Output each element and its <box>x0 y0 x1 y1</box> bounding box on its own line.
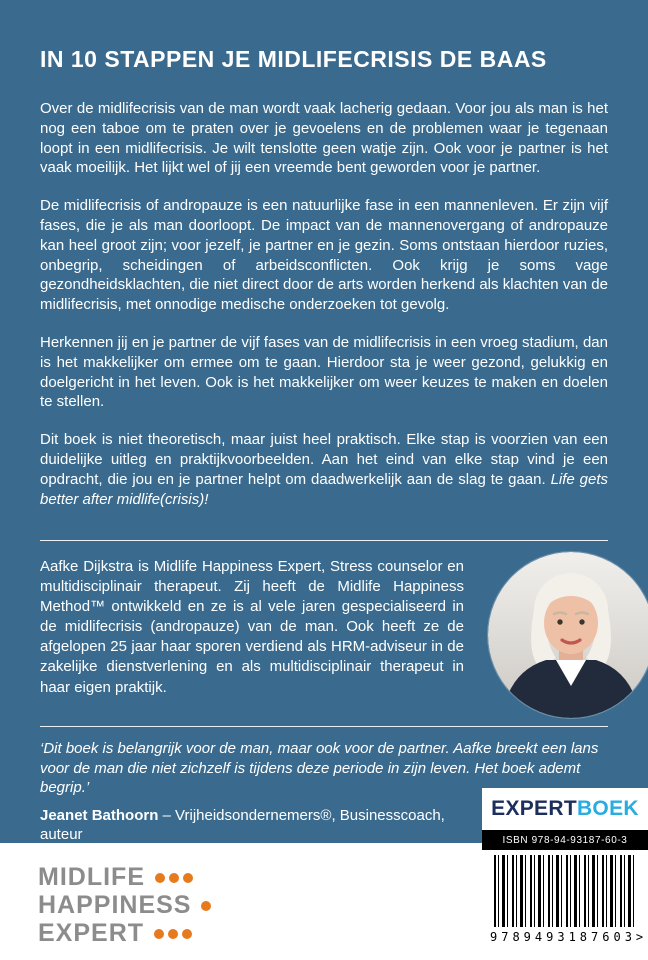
ring-icon <box>154 929 164 939</box>
intro-paragraph: Over de midlifecrisis van de man wordt vaak lacherig gedaan. Voor jou als man is het nog een taboe om te praten over je gevoelens en de problemen waar je tegenaan loopt in een midlifecrisis. Je wilt tenslotte geen watje zijn. Ook voor je partner is het vaak moeilijk. Het lijkt wel of jij een vreemde bent geworden voor je partner. <box>40 100 608 177</box>
expertboek-logo-expert: EXPERT <box>491 797 577 820</box>
endorser-title: – Vrijheidsondernemers®, Businesscoach, auteur <box>40 806 445 843</box>
main-text-column <box>40 46 608 527</box>
ring-cluster <box>155 873 193 883</box>
andropauze-paragraph: De midlifecrisis of andropauze is een natuurlijke fase in een mannenleven. Er zijn vijf fases, die je als man doorloopt. De impact van de mannenovergang of andropauze kan heel groot zijn; voor jezelf, je partner en je gezin. Soms ontstaan hierdoor ruzies, onbegrip, scheidingen of arbeidsconflicten. Ook krijg je soms vage gezondheidsklachten, die niet direct door de arts worden herkend als klachten van de midlifecrisis, met onnodige medische onderzoeken tot gevolg. <box>40 197 608 314</box>
ring-cluster <box>154 929 192 939</box>
author-photo <box>488 552 648 718</box>
ring-icon <box>168 929 178 939</box>
boek-paragraph <box>40 430 608 509</box>
page-title: IN 10 STAPPEN JE MIDLIFECRISIS DE BAAS <box>40 46 547 72</box>
publisher-box <box>482 788 648 960</box>
expertboek-logo <box>482 788 648 830</box>
endorsement-attribution <box>40 806 470 845</box>
ring-icon <box>201 901 211 911</box>
divider-top <box>40 540 608 541</box>
barcode-suffix: > <box>635 930 644 944</box>
endorser-name: Jeanet Bathoorn <box>40 806 159 824</box>
brand-word-midlife: MIDLIFE <box>38 863 145 891</box>
ring-icon <box>155 873 165 883</box>
brand-word-happiness: HAPPINESS <box>38 891 192 919</box>
closing-tagline: Life gets better after midlife(crisis)! <box>40 470 608 508</box>
herkennen-paragraph: Herkennen jij en je partner de vijf fases van de midlifecrisis in een vroeg stadium, dan is het makkelijker om ermee om te gaan. Hierdoor sta je weer gezond, gelukkig en doelgericht in het leven. Ook is het makkelijker om weer keuzes te maken en doelen te stellen. <box>40 333 608 411</box>
author-bio-text: Aafke Dijkstra is Midlife Happiness Expert, Stress counselor en multidisciplinair therapeut. Zij heeft de Midlife Happiness Method™ ontwikkeld en ze is al vele jaren gespecialiseerd in de midlifecrisis (andropauze) van de man. Ook heeft ze de afgelopen 25 jaar haar sporen verdiend als HRM-adviseur in de zakelijke dienstverlening en als multidisciplinair therapeut in haar eigen praktijk. <box>40 558 464 696</box>
author-portrait-illustration <box>488 552 648 718</box>
ring-cluster <box>201 901 211 911</box>
boek-paragraph-text: Dit boek is niet theoretisch, maar juist heel praktisch. Elke stap is voorzien van een duidelijke uitleg en praktijkvoorbeelden. Aan het eind van elke stap vind je een opdracht, die jou en je partner helpt om daadwerkelijk aan de slag te gaan. <box>40 431 608 488</box>
ring-icon <box>183 873 193 883</box>
expertboek-logo-boek: BOEK <box>576 797 639 820</box>
divider-bottom <box>40 726 608 727</box>
ring-icon <box>169 873 179 883</box>
barcode-digits-row <box>490 930 644 944</box>
barcode-digits: 9789493187603 <box>490 930 636 944</box>
ring-icon <box>182 929 192 939</box>
barcode <box>494 855 636 927</box>
brand-word-expert: EXPERT <box>38 919 145 947</box>
isbn-label: ISBN 978-94-93187-60-3 <box>482 830 648 850</box>
endorsement-quote: ‘Dit boek is belangrijk voor de man, maar ook voor de partner. Aafke breekt een lans voor de man die niet zichzelf is tijdens deze periode in zijn leven. Het boek ademt begrip.’ <box>40 740 599 796</box>
